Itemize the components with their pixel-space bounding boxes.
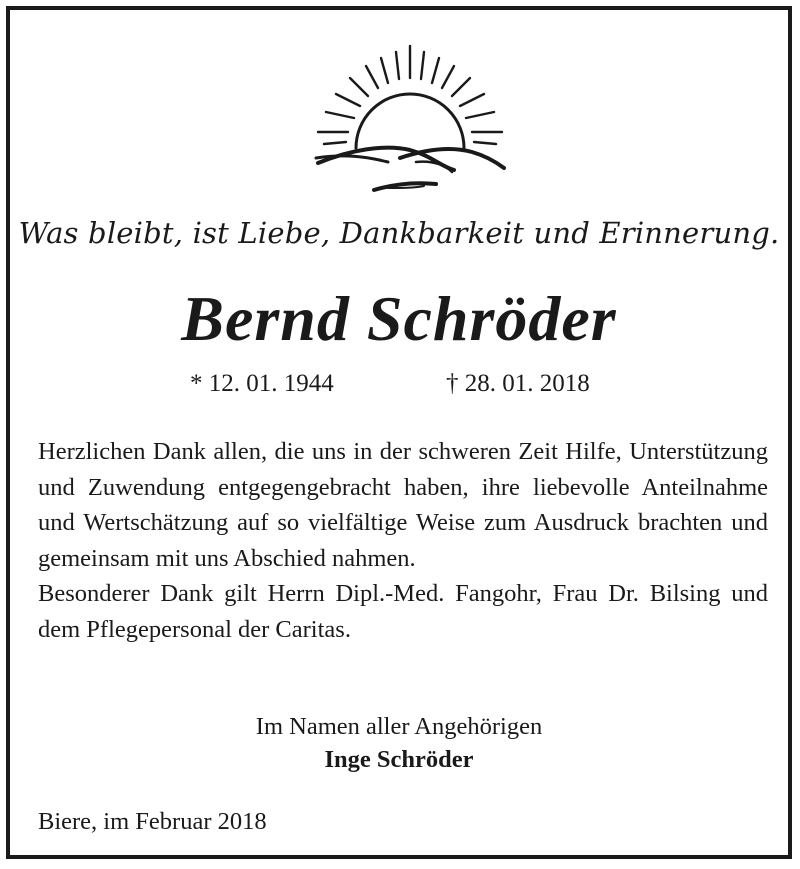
signature-line: Im Namen aller Angehörigen — [255, 713, 543, 740]
deceased-name: Bernd Schröder — [181, 283, 617, 354]
thanks-paragraph: Herzlichen Dank allen, die uns in der schweren Zeit Hilfe, Unterstützung und Zuwendung entgegengebracht haben, ihre liebevolle Anteilnahme und Wertschätzung auf so vielfältige Weise zum Ausdruck brachten und gemeinsam mit uns Abschied nahmen. — [38, 438, 768, 572]
motto-quote: Was bleibt, ist Liebe, Dankbarkeit und Erinnerung. — [18, 216, 780, 250]
sunrise-over-hills-icon — [304, 38, 516, 208]
death-date: † 28. 01. 2018 — [446, 370, 590, 397]
special-thanks-paragraph: Besonderer Dank gilt Herrn Dipl.-Med. Fangohr, Frau Dr. Bilsing und dem Pflegepersonal der Caritas. — [38, 580, 768, 643]
signature-block — [10, 710, 788, 776]
birth-date: * 12. 01. 1944 — [190, 370, 334, 397]
signer-name: Inge Schröder — [324, 746, 474, 773]
obituary-frame — [6, 6, 792, 859]
thanks-text — [38, 434, 768, 647]
place-date: Biere, im Februar 2018 — [38, 808, 267, 835]
